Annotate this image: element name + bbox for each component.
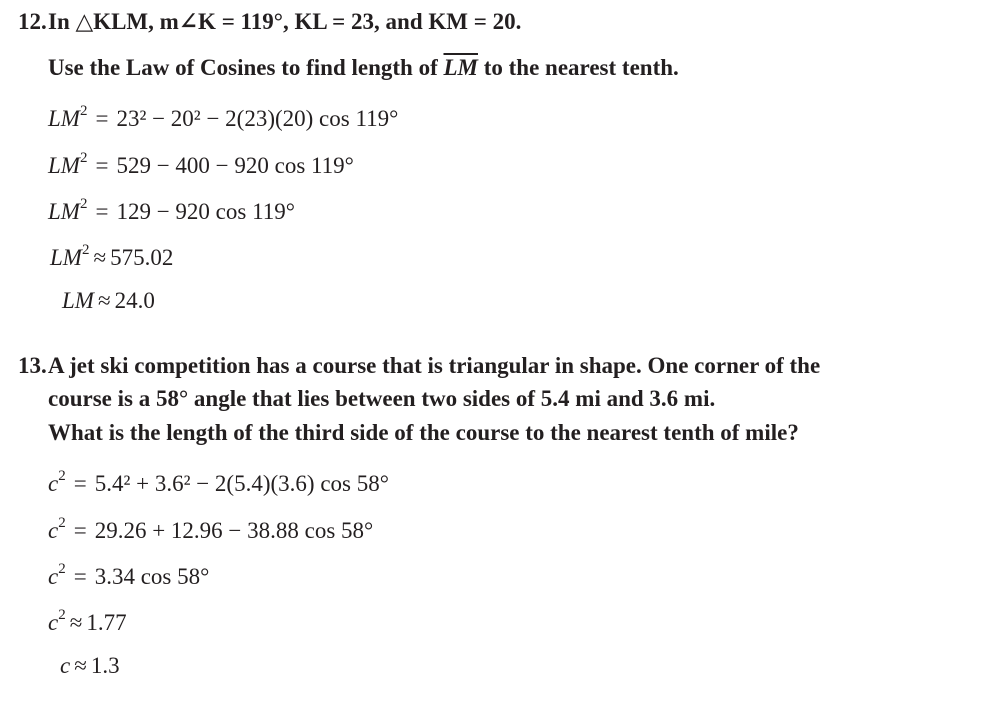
step-lhs: c: [60, 653, 71, 678]
prompt-text-suffix: to the nearest tenth.: [477, 55, 679, 80]
step-rhs: 23² − 20² − 2(23)(20) cos 119°: [116, 106, 399, 131]
problem-12-step-2: [48, 151, 354, 181]
step-lhs: $c^2$: [48, 468, 66, 496]
prompt-text-prefix: Use the Law of Cosines to find length of: [48, 55, 444, 80]
step-lhs: $LM^2$: [48, 150, 88, 178]
problem-13-step-2: [48, 516, 373, 546]
step-lhs: LM: [62, 288, 94, 313]
step-lhs: $LM^2$: [50, 242, 90, 270]
step-rhs: 129 − 920 cos 119°: [116, 199, 295, 224]
step-operator: ≈: [74, 653, 87, 678]
problem-13-prompt-line-3: What is the length of the third side of the course to the nearest tenth of mile?: [48, 420, 799, 445]
step-operator: =: [73, 471, 87, 496]
step-lhs: $c^2$: [48, 607, 66, 635]
step-lhs: $c^2$: [48, 561, 66, 589]
problem-12-prompt-line-1: In △KLM, m∠K = 119°, KL = 23, and KM = 20.: [48, 9, 522, 34]
step-operator: =: [95, 106, 109, 131]
step-rhs: 29.26 + 12.96 − 38.88 cos 58°: [94, 518, 374, 543]
step-rhs: 575.02: [110, 245, 174, 270]
segment-lm: $\overline{LM}$: [443, 55, 478, 80]
step-operator: ≈: [93, 245, 107, 270]
problem-12-step-5: [62, 286, 155, 316]
step-operator: =: [73, 564, 87, 589]
problem-13-prompt-line-2: course is a 58° angle that lies between two sides of 5.4 mi and 3.6 mi.: [48, 386, 716, 411]
step-operator: ≈: [97, 288, 111, 313]
step-lhs: $LM^2$: [48, 196, 88, 224]
step-operator: =: [95, 153, 109, 178]
problem-12-prompt-line-2: [48, 53, 679, 83]
problem-12-number: 12.: [18, 9, 47, 34]
problem-13-step-4: [48, 608, 127, 638]
step-rhs: 3.34 cos 58°: [94, 564, 210, 589]
problem-13-number: 13.: [18, 353, 47, 378]
step-operator: =: [95, 199, 109, 224]
step-lhs: $c^2$: [48, 515, 66, 543]
step-rhs: 529 − 400 − 920 cos 119°: [116, 153, 354, 178]
problem-13-step-5: [60, 651, 120, 681]
step-lhs: $LM^2$: [48, 103, 88, 131]
problem-13-step-3: [48, 562, 209, 592]
problem-12-step-3: [48, 197, 295, 227]
step-rhs: 1.3: [90, 653, 120, 678]
step-rhs: 5.4² + 3.6² − 2(5.4)(3.6) cos 58°: [94, 471, 389, 496]
step-operator: =: [73, 518, 87, 543]
problem-13-prompt-line-1: A jet ski competition has a course that is triangular in shape. One corner of the: [48, 353, 821, 378]
problem-12-step-4: [50, 243, 173, 273]
step-rhs: 24.0: [114, 288, 155, 313]
problem-13-step-1: [48, 469, 389, 499]
step-operator: ≈: [69, 610, 83, 635]
step-rhs: 1.77: [86, 610, 127, 635]
problem-12-step-1: [48, 104, 398, 134]
